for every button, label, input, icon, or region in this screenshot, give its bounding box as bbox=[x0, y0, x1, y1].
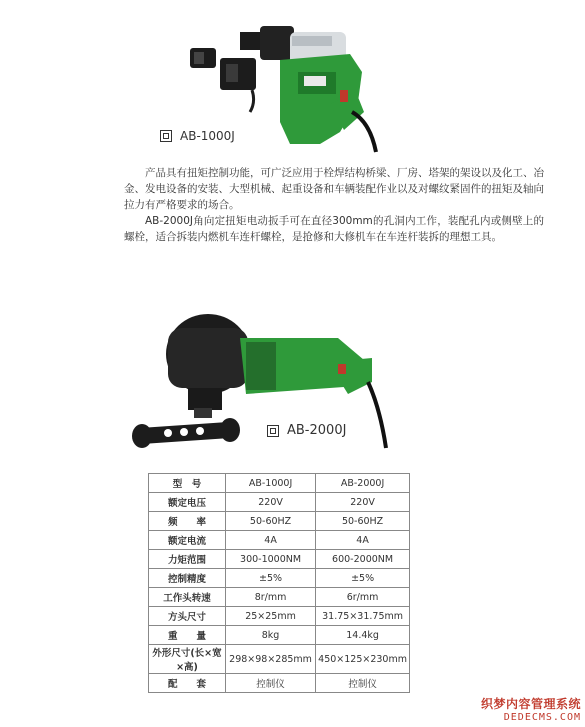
model-ab2000j-text: AB-2000J bbox=[287, 423, 347, 438]
table-cell: 额定电压 bbox=[149, 493, 226, 512]
table-row bbox=[149, 512, 410, 531]
table-cell: 450×125×230mm bbox=[316, 645, 410, 674]
table-cell: 50-60HZ bbox=[316, 512, 410, 531]
table-header-cell: AB-1000J bbox=[225, 474, 315, 493]
table-cell: 频 率 bbox=[149, 512, 226, 531]
description-paragraph-1: 产品具有扭矩控制功能，可广泛应用于栓焊结构桥梁、厂房、塔架的架设以及化工、冶金、发电设备的安装、大型机械、起重设备和车辆装配作业以及对螺纹紧固件的扭矩及轴向拉力有严格要求的场合。 bbox=[124, 167, 544, 211]
table-row bbox=[149, 569, 410, 588]
table-cell: 220V bbox=[316, 493, 410, 512]
model-ab1000j-text: AB-1000J bbox=[180, 129, 235, 143]
spec-table bbox=[148, 473, 410, 693]
square-bullet-icon bbox=[160, 130, 172, 142]
table-header-cell: AB-2000J bbox=[316, 474, 410, 493]
table-cell: 4A bbox=[225, 531, 315, 550]
table-cell: 4A bbox=[316, 531, 410, 550]
table-cell: 外形尺寸(长×宽×高) bbox=[149, 645, 226, 674]
table-cell: 控制精度 bbox=[149, 569, 226, 588]
square-bullet-icon bbox=[267, 425, 279, 437]
angle-head-icon bbox=[166, 314, 250, 418]
table-cell: 31.75×31.75mm bbox=[316, 607, 410, 626]
table-cell: 298×98×285mm bbox=[225, 645, 315, 674]
table-header-row bbox=[149, 474, 410, 493]
table-row bbox=[149, 531, 410, 550]
table-cell: 8kg bbox=[225, 626, 315, 645]
table-cell: 控制仪 bbox=[316, 674, 410, 693]
table-cell: 300-1000NM bbox=[225, 550, 315, 569]
wrench-body-icon bbox=[240, 26, 376, 152]
table-cell: 14.4kg bbox=[316, 626, 410, 645]
table-row bbox=[149, 674, 410, 693]
table-cell: 25×25mm bbox=[225, 607, 315, 626]
model-label-ab1000j bbox=[160, 129, 235, 143]
table-cell: 配 套 bbox=[149, 674, 226, 693]
table-cell: 600-2000NM bbox=[316, 550, 410, 569]
table-cell: 力矩范围 bbox=[149, 550, 226, 569]
table-row bbox=[149, 588, 410, 607]
watermark-url: DEDECMS.COM bbox=[503, 712, 581, 723]
socket-large-icon bbox=[220, 58, 256, 112]
table-row bbox=[149, 607, 410, 626]
table-row bbox=[149, 626, 410, 645]
wrench-ab1000j-image bbox=[180, 12, 380, 172]
table-cell: 重 量 bbox=[149, 626, 226, 645]
table-cell: 方头尺寸 bbox=[149, 607, 226, 626]
table-cell: 220V bbox=[225, 493, 315, 512]
socket-small-icon bbox=[190, 48, 216, 68]
table-cell: ±5% bbox=[316, 569, 410, 588]
table-header-cell: 型 号 bbox=[149, 474, 226, 493]
table-cell: 控制仪 bbox=[225, 674, 315, 693]
watermark bbox=[481, 695, 581, 723]
table-cell: 额定电流 bbox=[149, 531, 226, 550]
table-cell: 50-60HZ bbox=[225, 512, 315, 531]
description-paragraph-2: AB-2000J角向定扭矩电动扳手可在直径300mm的孔洞内工作，装配孔内或侧壁上的螺栓，适合拆装内燃机车连杆螺栓，是抢修和大修机车在车连杆装拆的理想工具。 bbox=[124, 215, 544, 243]
model-label-ab2000j bbox=[267, 423, 346, 438]
support-bar-icon bbox=[132, 418, 240, 448]
watermark-title: 织梦内容管理系统 bbox=[480, 697, 581, 711]
table-row bbox=[149, 645, 410, 674]
table-cell: 6r/mm bbox=[316, 588, 410, 607]
table-row bbox=[149, 493, 410, 512]
table-cell: 工作头转速 bbox=[149, 588, 226, 607]
table-cell: ±5% bbox=[225, 569, 315, 588]
wrench-ab2000j-image bbox=[128, 298, 388, 468]
table-cell: 8r/mm bbox=[225, 588, 315, 607]
table-row bbox=[149, 550, 410, 569]
